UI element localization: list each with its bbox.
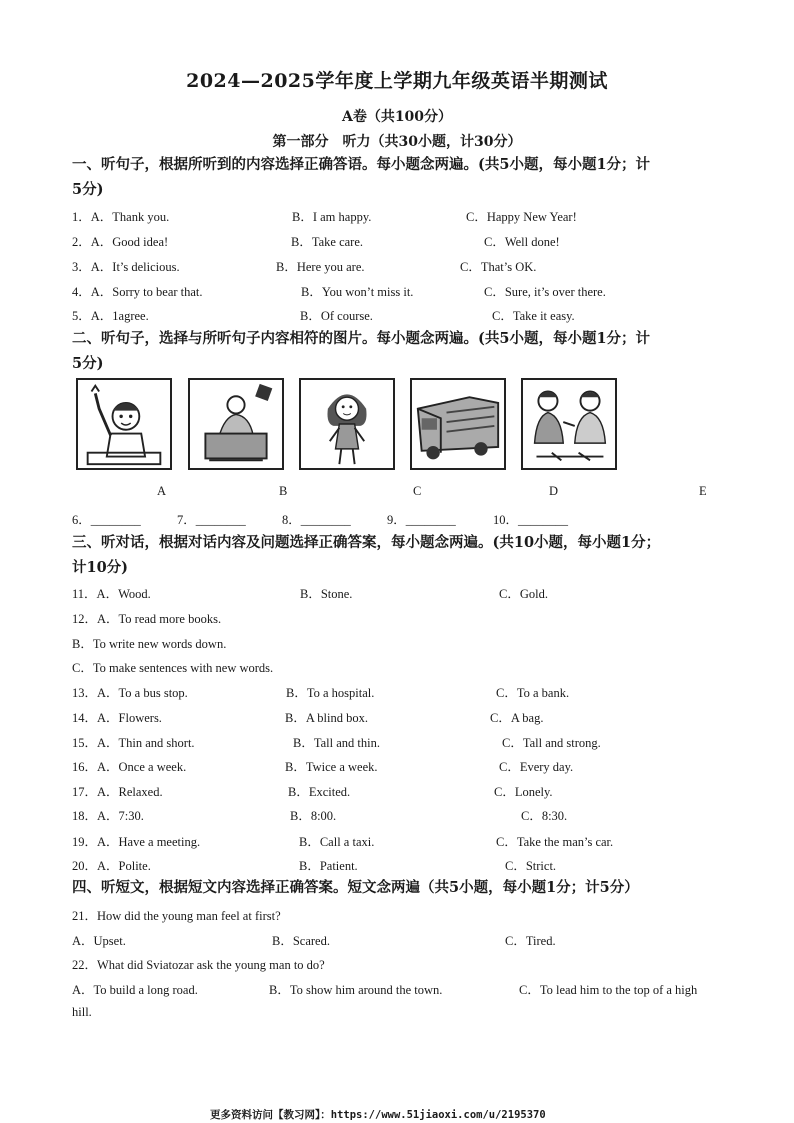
option-c: C．8:30. [521,809,568,823]
option-c-continuation: hill. [72,1005,92,1019]
option-b: B．Excited. [288,785,351,799]
question-22-stem [72,955,732,975]
option-b: B．To a hospital. [286,686,375,700]
blank-8: 8．________ [282,513,351,527]
section-2-heading: 二、听句子，选择与所听句子内容相符的图片。每小题念两遍。(共5小题，每小题1分；计 5分) [72,330,651,372]
option-a: 12．A．To read more books. [72,612,222,626]
blank-6: 6．________ [72,513,141,527]
option-c: C．Well done! [484,235,560,249]
picture-e-two-people-with-tools [521,378,617,470]
footer-prefix: 更多资料访问【教习网】： [210,1109,331,1121]
option-a: 17．A．Relaxed. [72,785,163,799]
option-b: B．Take care. [291,235,364,249]
question-3 [72,257,732,277]
question-5 [72,306,732,326]
question-21-options [72,931,732,951]
option-a: 5．A．1agree. [72,309,149,323]
question-22-option-c-continued [72,1005,732,1025]
volume-heading: A卷（共100分） [341,109,453,125]
question-14 [72,708,732,728]
option-b: B．Call a taxi. [299,835,375,849]
picture-d-truck [410,378,506,470]
option-c: C．Every day. [499,760,574,774]
option-c: C．Take it easy. [492,309,575,323]
option-c: C．Happy New Year! [466,210,577,224]
option-a: A．Upset. [72,934,126,948]
option-a: 1．A．Thank you. [72,210,170,224]
question-text: 21．How did the young man feel at first? [72,909,281,923]
option-b: B．Patient. [299,859,358,873]
footer-url[interactable]: https://www.51jiaoxi.com/u/2195370 [330,1109,546,1121]
option-b: B．To write new words down. [72,637,227,651]
option-b: B．Tall and thin. [293,736,380,750]
picture-label-a: A [157,484,167,498]
question-21-stem [72,906,732,926]
option-a: 20．A．Polite. [72,859,151,873]
question-18 [72,806,732,826]
question-11 [72,584,732,604]
option-b: B．Of course. [300,309,373,323]
picture-label-b: B [279,484,288,498]
option-b: B．You won’t miss it. [301,285,414,299]
option-b: B．A blind box. [285,711,368,725]
part-heading: 第一部分 听力（共30小题，计30分） [272,134,522,150]
option-c: C．Strict. [505,859,557,873]
page-title: 2024—2025学年度上学期九年级英语半期测试 [186,70,608,92]
option-b: B．I am happy. [292,210,372,224]
picture-label-c: C [413,484,422,498]
picture-c-girl [299,378,395,470]
blank-9: 9．________ [387,513,456,527]
option-a: 13．A．To a bus stop. [72,686,188,700]
option-c: C．That’s OK. [460,260,537,274]
answer-blanks-6-10 [72,510,732,530]
picture-label-d: D [549,484,559,498]
option-a: 16．A．Once a week. [72,760,187,774]
question-16 [72,757,732,777]
option-c: C．Lonely. [494,785,553,799]
section-1-heading: 一、听句子，根据所听到的内容选择正确答语。每小题念两遍。(共5小题，每小题1分；计 5分) [72,156,651,198]
option-a: 14．A．Flowers. [72,711,162,725]
option-b: B．Here you are. [276,260,365,274]
option-b: B．To show him around the town. [269,983,443,997]
option-a: 4．A．Sorry to bear that. [72,285,203,299]
option-c: C．Take the man’s car. [496,835,614,849]
option-a: 15．A．Thin and short. [72,736,195,750]
question-13 [72,683,732,703]
option-c: C．Tall and strong. [502,736,601,750]
option-b: B．Scared. [272,934,330,948]
blank-10: 10．________ [493,513,569,527]
option-a: 18．A．7:30. [72,809,144,823]
question-text: 22．What did Sviatozar ask the young man to do? [72,958,325,972]
option-b: B．Twice a week. [285,760,378,774]
question-22-options [72,980,732,1000]
question-12-c [72,658,732,678]
option-a: 2．A．Good idea! [72,235,169,249]
question-2 [72,232,732,252]
option-a: A．To build a long road. [72,983,198,997]
option-c: C．Gold. [499,587,548,601]
option-b: B．Stone. [300,587,353,601]
section-4-heading: 四、听短文，根据短文内容选择正确答案。短文念两遍（共5小题，每小题1分；计5分） [72,879,639,896]
section-3-heading: 三、听对话，根据对话内容及问题选择正确答案，每小题念两遍。(共10小题，每小题1分； 计10分) [72,534,661,576]
option-c: C．A bag. [490,711,544,725]
picture-a-waving-student [76,378,172,470]
question-4 [72,282,732,302]
option-c: C．To make sentences with new words. [72,661,274,675]
footer-link[interactable] [210,1107,546,1122]
option-b: B．8:00. [290,809,337,823]
blank-7: 7．________ [177,513,246,527]
question-15 [72,733,732,753]
option-c: C．Tired. [505,934,556,948]
picture-b-writing-at-desk [188,378,284,470]
option-c: C．To a bank. [496,686,570,700]
question-1 [72,207,732,227]
question-20 [72,856,732,876]
option-a: 19．A．Have a meeting. [72,835,201,849]
option-a: 3．A．It’s delicious. [72,260,180,274]
question-12-b [72,634,732,654]
option-c: C．To lead him to the top of a high [519,983,698,997]
picture-label-e: E [699,484,707,498]
option-c: C．Sure, it’s over there. [484,285,606,299]
question-17 [72,782,732,802]
question-19 [72,832,732,852]
option-a: 11．A．Wood. [72,587,151,601]
question-12-a [72,609,732,629]
